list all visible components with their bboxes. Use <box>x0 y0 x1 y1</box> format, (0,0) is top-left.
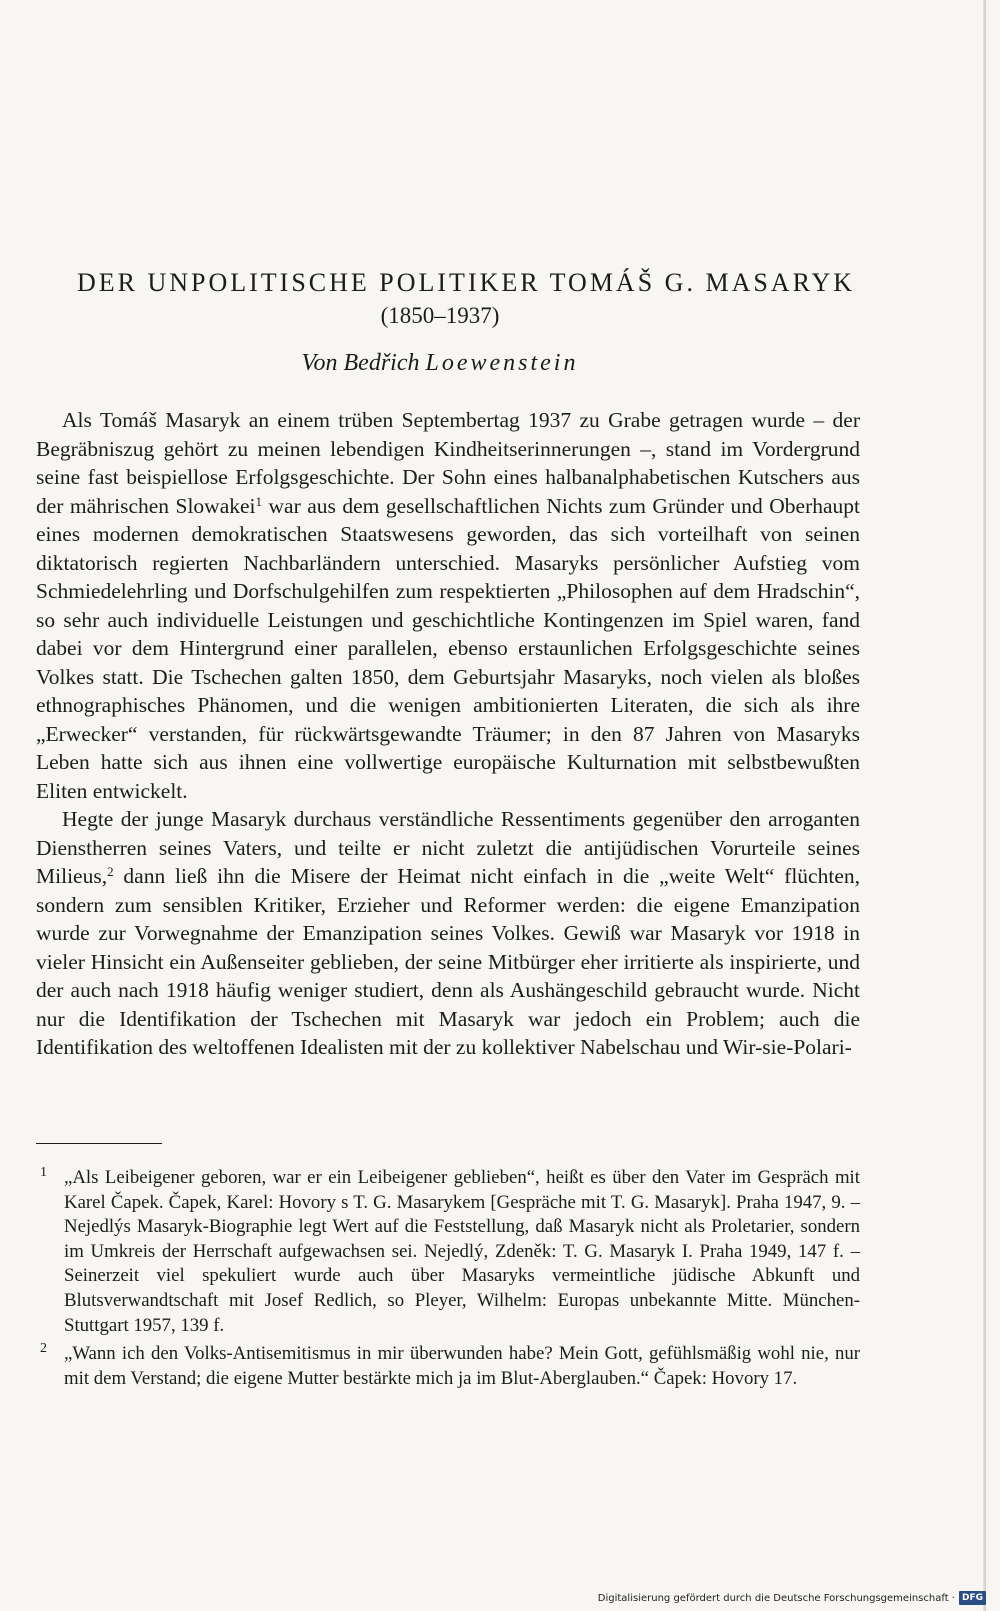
article-body <box>36 406 860 1062</box>
author-surname: Loewenstein <box>425 350 579 376</box>
author-prefix: Von Bedřich <box>301 350 426 376</box>
paragraph-2-text-b: dann ließ ihn die Misere der Heimat nicht einfach in die „weite Welt“ flüchten, sondern zum sensiblen Kritiker, Erzieher und Reformer werden: die eigene Emanzipation wurde zur Vorwegnahme der Emanzipation seines Volkes. Gewiß war Masaryk vor 1918 in vieler Hinsicht ein Außenseiter geblieben, der seine Mitbürger eher irritierte als inspirierte, und der auch nach 1918 häufig weniger studiert, denn als Aushängeschild gebraucht wurde. Nicht nur die Identifikation der Tschechen mit Masaryk war jedoch ein Problem; auch die Identifikation des weltoffenen Idealisten mit der zu kollektiver Nabelschau und Wir-sie-Polari- <box>36 864 860 1059</box>
dfg-logo-icon: DFG <box>959 1591 986 1605</box>
paragraph-2-text-a: Hegte der junge Masaryk durchaus verständliche Ressentiments gegenüber den arroganten Dienstherren seines Vaters, und teilte er nicht zuletzt die antijüdischen Vorurteile seines Milieus, <box>36 807 860 888</box>
article-author <box>0 350 880 377</box>
footnote-2 <box>36 1342 860 1391</box>
footnote-1 <box>36 1166 860 1338</box>
paragraph-1 <box>36 406 860 805</box>
footnote-ref-1[interactable]: 1 <box>255 493 263 509</box>
paragraph-1-text-b: war aus dem gesellschaftlichen Nichts zum Gründer und Oberhaupt eines modernen demokratischen Staatswesens geworden, das sich vorteilhaft von seinen diktatorisch regierten Nachbarländern unterschied. Masaryks persönlicher Aufstieg vom Schmiedelehrling und Dorfschulgehilfen zum respektierten „Philosophen auf dem Hradschin“, so sehr auch individuelle Leistungen und geschichtliche Kontingenzen im Spiel waren, fand dabei vor dem Hintergrund einer parallelen, ebenso erstaunlichen Erfolgsgeschichte seines Volkes statt. Die Tschechen galten 1850, dem Geburtsjahr Masaryks, noch vielen als bloßes ethnographisches Phänomen, und die wenigen ambitionierten Literaten, die sich als ihre „Erwecker“ verstanden, für rückwärtsgewandte Träumer; in den 87 Jahren von Masaryks Leben hatte sich aus ihnen eine vollwertige europäische Kulturnation mit selbstbewußten Eliten entwickelt. <box>36 493 860 803</box>
footnotes <box>36 1166 860 1395</box>
article-years: (1850–1937) <box>380 303 500 328</box>
article-title: DER UNPOLITISCHE POLITIKER TOMÁŠ G. MASARYK <box>76 268 856 297</box>
footnote-number: 2 <box>40 1341 47 1357</box>
footnote-number: 1 <box>40 1165 47 1180</box>
footnote-ref-2[interactable]: 2 <box>107 864 114 879</box>
footnote-divider <box>36 1143 162 1144</box>
footer-credit: Digitalisierung gefördert durch die Deutsche Forschungsgemeinschaft · <box>597 1592 955 1604</box>
digitization-footer <box>598 1591 986 1605</box>
paragraph-1-text-a: Als Tomáš Masaryk an einem trüben Septembertag 1937 zu Grabe getragen wurde – der Begräbniszug gehört zu meinen lebendigen Kindheitserinnerungen –, stand im Vordergrund seine fast beispiellose Erfolgsgeschichte. Der Sohn eines halbanalphabetischen Kutschers aus der mährischen Slowakei <box>36 408 860 518</box>
footnote-text: „Als Leibeigener geboren, war er ein Leibeigener geblieben“, heißt es über den Vater im Gespräch mit Karel Čapek. Čapek, Karel: Hovory s T. G. Masarykem [Gespräche mit T. G. Masaryk]. Praha 1947, 9. – Nejedlýs Masaryk-Biographie legt Wert auf die Feststellung, daß Masaryk nicht als Proletarier, sondern im Umkreis der Herrschaft aufgewachsen sei. Nejedlý, Zdeněk: T. G. Masaryk I. Praha 1949, 147 f. – Seinerzeit viel spekuliert wurde auch über Masaryks vermeintliche jüdische Abkunft und Blutsverwandtschaft mit Josef Redlich, so Pleyer, Wilhelm: Europas unbekannte Mitte. München-Stuttgart 1957, 139 f. <box>64 1167 860 1336</box>
paragraph-2 <box>36 805 860 1062</box>
footnote-text: „Wann ich den Volks-Antisemitismus in mir überwunden habe? Mein Gott, gefühlsmäßig wohl nie, nur mit dem Verstand; die eigene Mutter bestärkte mich ja im Blut-Aberglauben.“ Čapek: Hovory 17. <box>64 1343 860 1389</box>
page-edge-shadow <box>983 0 986 1611</box>
